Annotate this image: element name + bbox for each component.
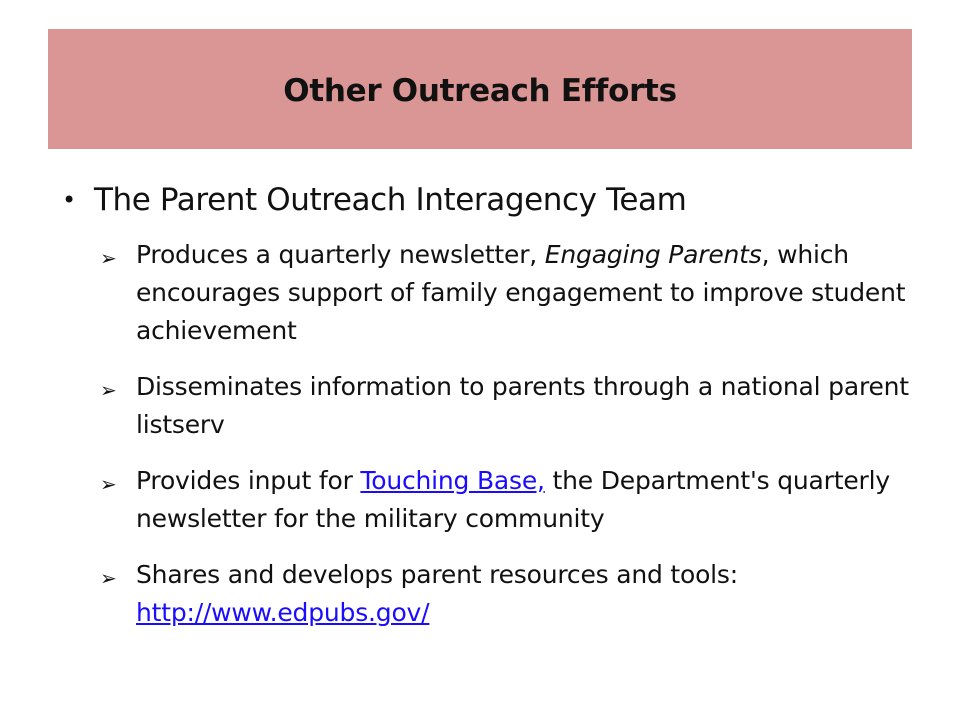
sub-bullet-text xyxy=(136,236,916,350)
sub-bullet-text-prefix: Produces a quarterly newsletter, xyxy=(136,240,545,269)
sub-bullet-text xyxy=(136,462,916,538)
bullet-dot-icon: • xyxy=(62,186,77,214)
slide-title: Other Outreach Efforts xyxy=(283,73,677,109)
sub-bullet-item xyxy=(100,236,920,350)
sub-bullet-text xyxy=(136,556,916,632)
sub-bullet-item xyxy=(100,368,920,444)
sub-bullet-list xyxy=(100,236,920,650)
newsletter-title: Engaging Parents xyxy=(544,240,762,269)
title-banner xyxy=(48,29,912,149)
arrowhead-bullet-icon: ➢ xyxy=(100,566,117,590)
sub-bullet-text xyxy=(136,368,916,444)
main-bullet-item xyxy=(62,176,922,224)
touching-base-link[interactable]: Touching Base, xyxy=(360,466,545,495)
sub-bullet-item xyxy=(100,462,920,538)
arrowhead-bullet-icon: ➢ xyxy=(100,472,117,496)
edpubs-link[interactable]: http://www.edpubs.gov/ xyxy=(136,598,430,627)
sub-bullet-text-content: Disseminates information to parents through a national parent listserv xyxy=(136,372,909,439)
main-bullet-text: The Parent Outreach Interagency Team xyxy=(94,182,687,218)
sub-bullet-item xyxy=(100,556,920,632)
sub-bullet-text-prefix: Shares and develops parent resources and tools: xyxy=(136,560,738,589)
sub-bullet-text-suffix: , which encourages support of family engagement to improve student achievement xyxy=(136,240,906,345)
arrowhead-bullet-icon: ➢ xyxy=(100,378,117,402)
arrowhead-bullet-icon: ➢ xyxy=(100,246,117,270)
sub-bullet-text-suffix: the Department's quarterly newsletter for the military community xyxy=(136,466,890,533)
sub-bullet-text-prefix: Provides input for xyxy=(136,466,361,495)
